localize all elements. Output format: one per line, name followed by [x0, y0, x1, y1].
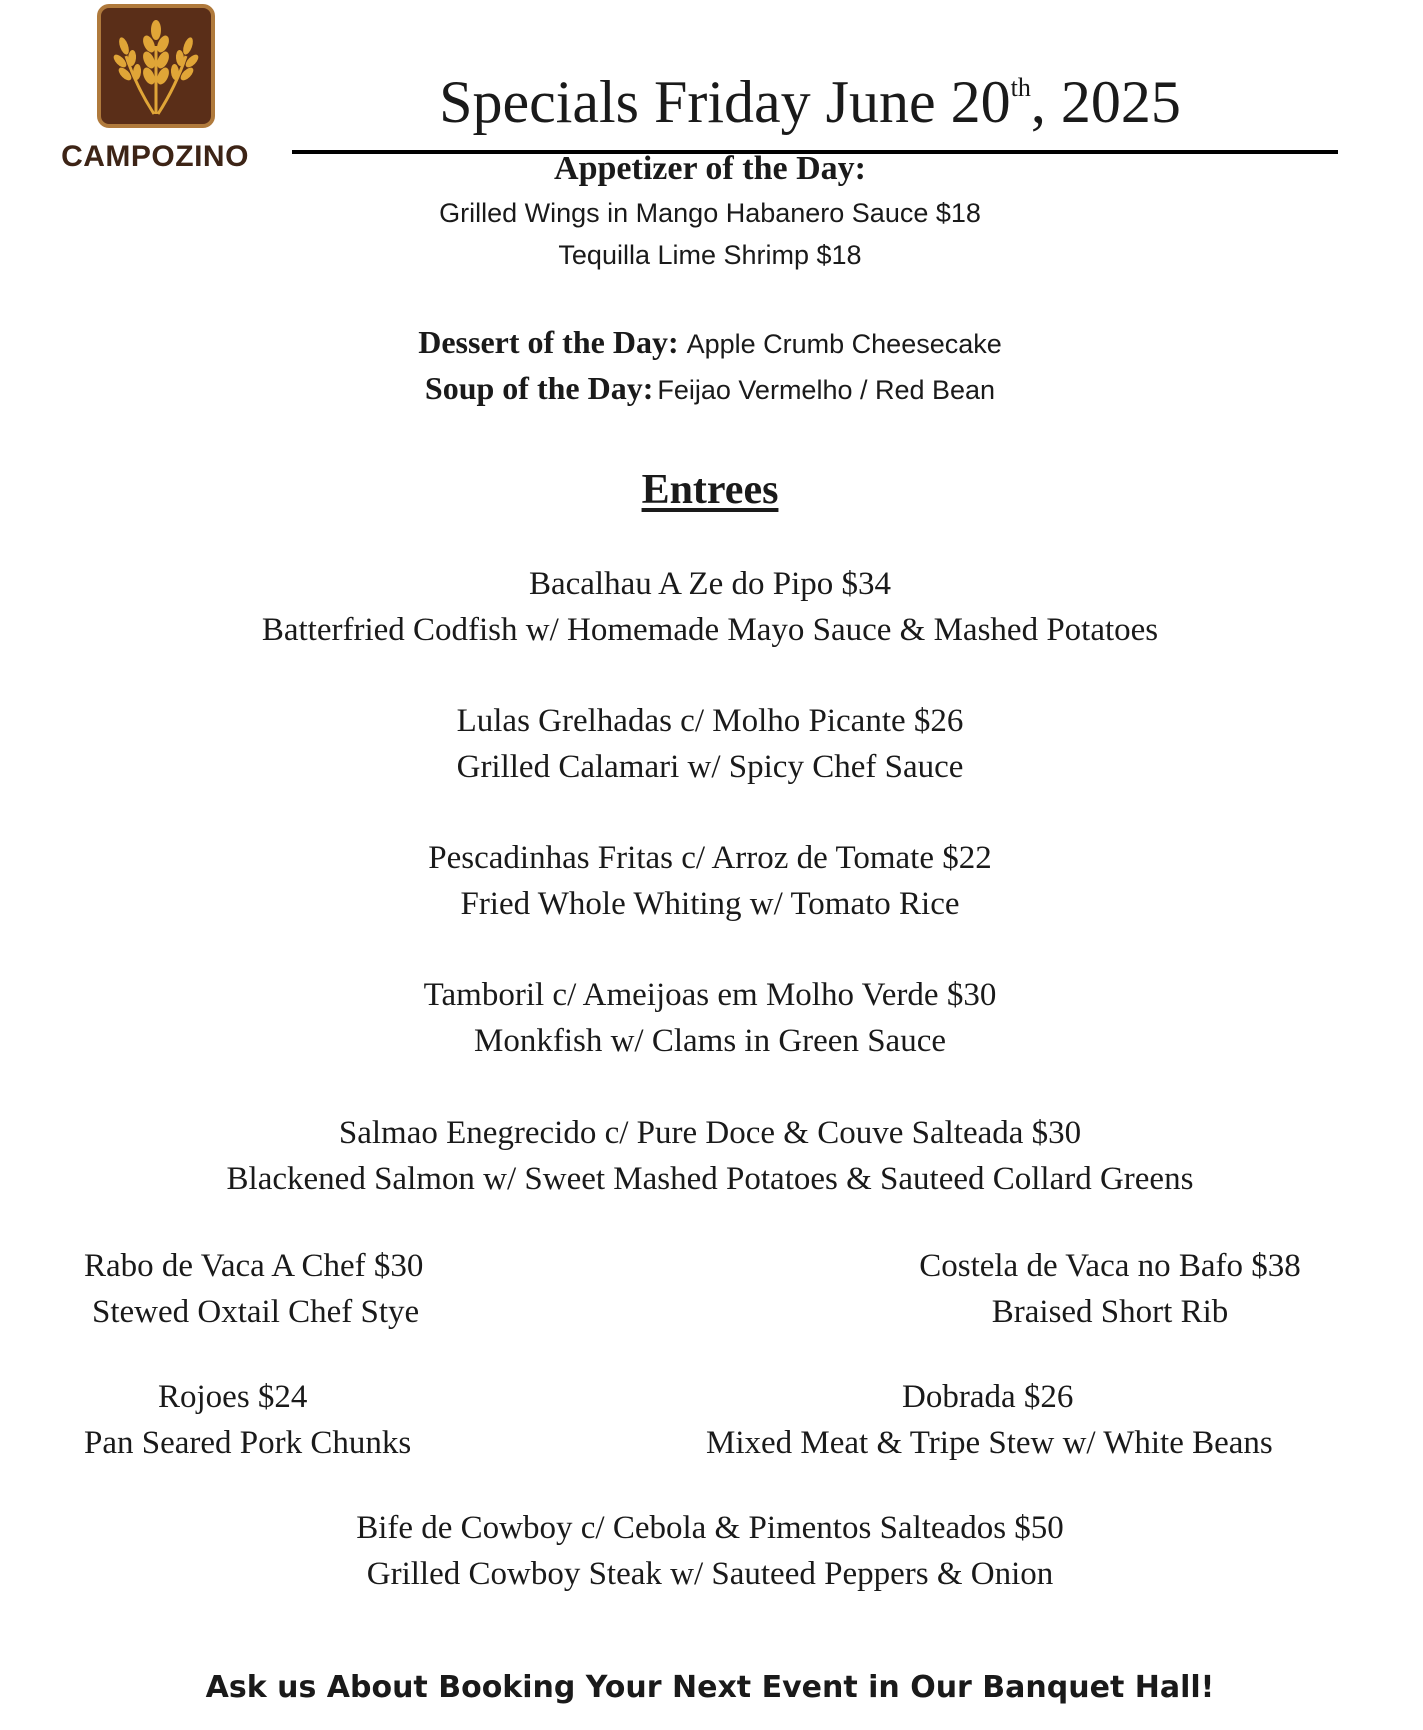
title-ordinal: th	[1010, 73, 1031, 102]
appetizer-item: Grilled Wings in Mango Habanero Sauce $18	[439, 198, 981, 228]
entree-item	[880, 1243, 1340, 1335]
dessert-line	[200, 324, 1220, 361]
entree-name: Tamboril c/ Ameijoas em Molho Verde $30	[423, 977, 997, 1013]
entree-item	[110, 561, 1310, 653]
entree-item	[110, 1110, 1310, 1202]
entree-description: Blackened Salmon w/ Sweet Mashed Potatoes & Sauteed Collard Greens	[226, 1161, 1194, 1197]
entree-name: Lulas Grelhadas c/ Molho Picante $26	[456, 703, 964, 739]
entree-name: Rojoes $24	[158, 1379, 308, 1415]
soup-line	[200, 370, 1220, 407]
entree-name: Bacalhau A Ze do Pipo $34	[528, 566, 892, 602]
title-prefix: Specials Friday June 20	[439, 69, 1011, 135]
entree-item	[706, 1374, 1346, 1466]
soup-value: Feijao Vermelho / Red Bean	[657, 375, 996, 405]
appetizer-item: Tequilla Lime Shrimp $18	[558, 240, 862, 270]
entree-item	[84, 1243, 564, 1335]
entree-description: Batterfried Codfish w/ Homemade Mayo Sauce & Mashed Potatoes	[261, 612, 1159, 648]
title-year: , 2025	[1030, 69, 1181, 135]
entree-description: Monkfish w/ Clams in Green Sauce	[473, 1023, 946, 1059]
brand-name: CAMPOZINO	[61, 140, 249, 173]
entree-description: Stewed Oxtail Chef Stye	[92, 1294, 420, 1330]
entree-description: Braised Short Rib	[991, 1294, 1229, 1330]
entree-name: Pescadinhas Fritas c/ Arroz de Tomate $22	[428, 840, 992, 876]
entree-name: Costela de Vaca no Bafo $38	[919, 1248, 1301, 1284]
entree-item	[110, 972, 1310, 1064]
entree-item	[110, 698, 1310, 790]
entree-item	[110, 835, 1310, 927]
entree-description: Grilled Cowboy Steak w/ Sauteed Peppers & Onion	[366, 1556, 1054, 1592]
soup-label: Soup of the Day:	[424, 370, 654, 406]
entree-name: Rabo de Vaca A Chef $30	[84, 1248, 424, 1284]
entree-description: Fried Whole Whiting w/ Tomato Rice	[460, 886, 960, 922]
banquet-hall-notice: Ask us About Booking Your Next Event in Our Banquet Hall!	[205, 1670, 1215, 1705]
entree-description: Mixed Meat & Tripe Stew w/ White Beans	[706, 1425, 1273, 1461]
wheat-icon	[110, 16, 202, 116]
entree-name: Dobrada $26	[902, 1379, 1074, 1415]
entree-description: Pan Seared Pork Chunks	[84, 1425, 412, 1461]
dessert-value: Apple Crumb Cheesecake	[686, 329, 1002, 359]
entree-name: Bife de Cowboy c/ Cebola & Pimentos Salteados $50	[356, 1510, 1064, 1546]
entree-description: Grilled Calamari w/ Spicy Chef Sauce	[456, 749, 964, 785]
appetizer-heading: Appetizer of the Day:	[554, 150, 866, 187]
page-title	[290, 68, 1330, 137]
campozino-logo	[40, 4, 270, 174]
entrees-heading: Entrees	[641, 467, 779, 513]
entree-item	[84, 1374, 564, 1466]
dessert-label: Dessert of the Day:	[418, 324, 679, 360]
logo-tile	[97, 4, 215, 128]
entree-name: Salmao Enegrecido c/ Pure Doce & Couve Salteada $30	[338, 1115, 1082, 1151]
entree-item	[110, 1505, 1310, 1597]
